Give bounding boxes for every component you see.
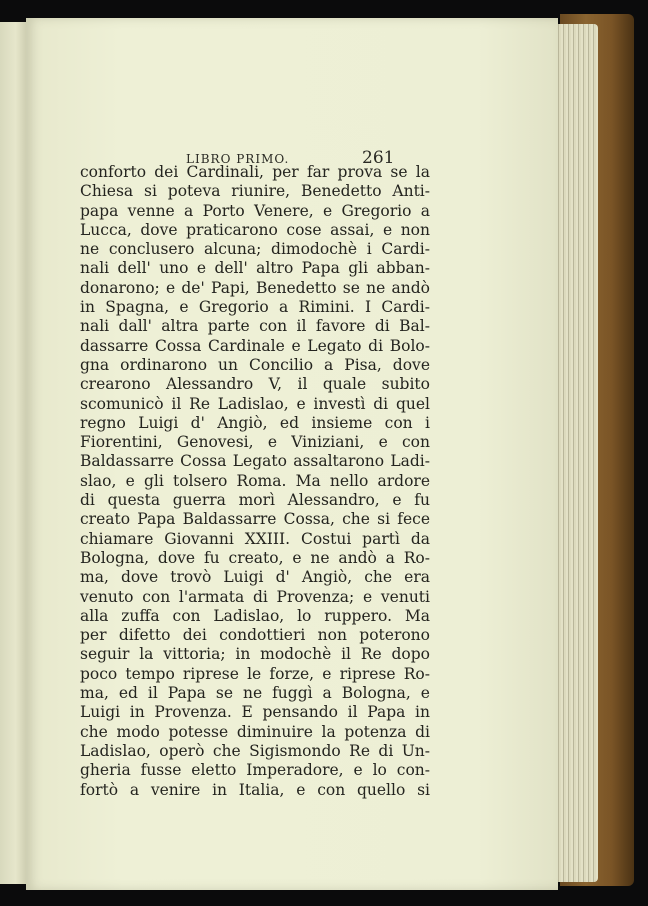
text-line: fortò a venire in Italia, e con quello si: [80, 780, 430, 799]
text-line: regno Luigi d' Angiò, ed insieme con i: [80, 413, 430, 432]
page-number: 261: [362, 148, 395, 168]
text-line: Chiesa si poteva riunire, Benedetto Anti-: [80, 182, 430, 201]
text-line: donarono; e de' Papi, Benedetto se ne andò: [80, 278, 430, 297]
text-line: alla zuffa con Ladislao, lo ruppero. Ma: [80, 606, 430, 625]
text-line: poco tempo riprese le forze, e riprese Ro-: [80, 664, 430, 683]
text-line: seguir la vittoria; in modochè il Re dopo: [80, 645, 430, 664]
text-line: Bologna, dove fu creato, e ne andò a Ro-: [80, 548, 430, 567]
text-line: ma, ed il Papa se ne fuggì a Bologna, e: [80, 684, 430, 703]
text-line: venuto con l'armata di Provenza; e venuti: [80, 587, 430, 606]
text-line: Baldassarre Cossa Legato assaltarono Ladi-: [80, 452, 430, 471]
text-line: Luigi in Provenza. E pensando il Papa in: [80, 703, 430, 722]
book-page: [26, 18, 558, 890]
text-line: che modo potesse diminuire la potenza di: [80, 722, 430, 741]
text-line: per difetto dei condottieri non poterono: [80, 626, 430, 645]
body-text: [80, 163, 430, 800]
text-line: ma, dove trovò Luigi d' Angiò, che era: [80, 568, 430, 587]
text-line: nali dell' uno e dell' altro Papa gli abban-: [80, 259, 430, 278]
text-line: dassarre Cossa Cardinale e Legato di Bolo-: [80, 336, 430, 355]
text-line: conforto dei Cardinali, per far prova se la: [80, 163, 430, 181]
running-head: LIBRO PRIMO.: [186, 152, 290, 166]
text-line: papa venne a Porto Venere, e Gregorio a: [80, 201, 430, 220]
text-line: chiamare Giovanni XXIII. Costui partì da: [80, 529, 430, 548]
text-line: Ladislao, operò che Sigismondo Re di Un-: [80, 741, 430, 760]
text-line: crearono Alessandro V, il quale subito: [80, 375, 430, 394]
text-line: ne conclusero alcuna; dimodochè i Cardi-: [80, 240, 430, 259]
text-line: slao, e gli tolsero Roma. Ma nello ardore: [80, 471, 430, 490]
text-line: nali dall' altra parte con il favore di Bal-: [80, 317, 430, 336]
text-line: di questa guerra morì Alessandro, e fu: [80, 491, 430, 510]
text-line: gheria fusse eletto Imperadore, e lo con-: [80, 761, 430, 780]
text-line: scomunicò il Re Ladislao, e investì di quel: [80, 394, 430, 413]
text-line: creato Papa Baldassarre Cossa, che si fece: [80, 510, 430, 529]
text-line: Lucca, dove praticarono cose assai, e non: [80, 220, 430, 239]
text-line: in Spagna, e Gregorio a Rimini. I Cardi-: [80, 298, 430, 317]
text-line: Fiorentini, Genovesi, e Viniziani, e con: [80, 433, 430, 452]
left-page-edge: [0, 22, 27, 884]
text-line: gna ordinarono un Concilio a Pisa, dove: [80, 355, 430, 374]
